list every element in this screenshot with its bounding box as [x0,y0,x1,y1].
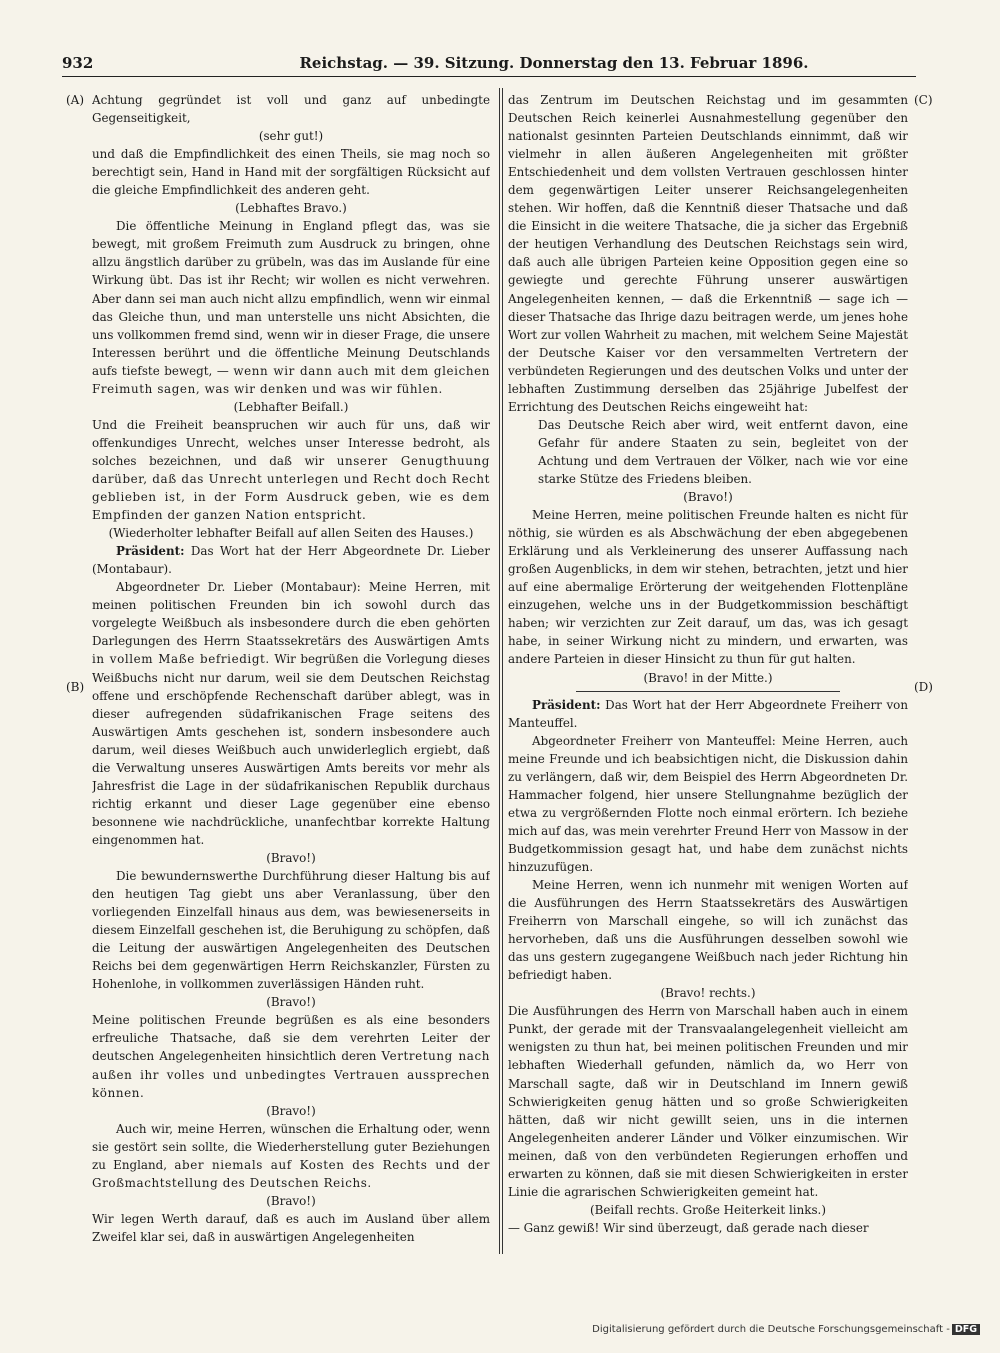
paragraph: Meine Herren, wenn ich nunmehr mit wenigen Worten auf die Ausführungen des Herrn Staatssekretärs des Auswärtigen Freiherrn von Marschall eingehe, so will ich zunächst das hervorheben, daß uns die Ausführungen desselben sowohl wie das uns gestern zugegangene Weißbuch nach jeder Richtung hin befriedigt haben. [508,878,908,983]
text-run: Meine politischen Freunde begrüßen es als eine besonders erfreuliche Thatsache, daß sie dem verehrten Leiter der deutschen Angelegenheiten hinsichtlich deren [92,1013,490,1064]
spaced-text: Vertretung nach außen ihr volles und unbedingtes Vertrauen aussprechen können. [92,1049,490,1100]
margin-marker-a: (A) [66,93,85,107]
spaced-text: unserer Genugthuung darüber, daß das Unrecht unterlegen und Recht doch Recht geblieben ist, in der Form Ausdruck geben, wie es dem Empfinden der ganzen Nation entspricht. [92,453,490,523]
paragraph: Die Ausführungen des Herrn von Marschall haben auch in einem Punkt, der gerade mit der Transvaalangelegenheit vielleicht am wenigsten zu thun hat, bei meinen politischen Freunden und mir lebhaften Wiederhall gefunden, nämlich da, wo Herr von Marschall sagte, daß wir in Deutschland im Innern gewiß Schwierigkeiten genug hätten und so große Schwierigkeiten hätten, daß wir nicht gewillt seien, uns in die internen Angelegenheiten anderer Länder und Völker einzumischen. Wir meinen, daß von den verbündeten Regierungen erhoffen und erwarten zu können, daß sie mit diesen Schwierigkeiten in erster Linie die agrarischen Schwierigkeiten gemeint hat. [508,1004,908,1199]
paragraph: Achtung gegründet ist voll und ganz auf unbedingte Gegenseitigkeit, [92,93,490,126]
speaker-label: Präsident: [116,544,185,559]
paragraph [92,416,490,524]
section-divider [576,691,840,692]
paragraph [92,1120,490,1192]
reaction: (Wiederholter lebhafter Beifall auf allen Seiten des Hauses.) [108,526,474,541]
credit-text: Digitalisierung gefördert durch die Deutsche Forschungsgemeinschaft - [592,1324,950,1335]
paragraph: das Zentrum im Deutschen Reichstag und im gesammten Deutschen Reich keinerlei Ausnahmestellung gegenüber den nationalst gesinnten Parteien Deutschlands einnimmt, daß wir vielmehr in allen äußeren Angelegenheiten mit größter Entschiedenheit und dem vollsten Vertrauen geschlossen hinter dem gegenwärtigen Leiter unserer Reichsangelegenheiten stehen. Wir hoffen, daß die Kenntniß dieser Thatsache und daß die Einsicht in die weitere Thatsache, die ja sicher das Ergebniß der heutigen Verhandlung des Deutschen Reichstags sein wird, daß auch alle übrigen Parteien keine Opposition gegen eine so gewiegte und gerechte Führung unserer auswärtigen Angelegenheiten kennen, — daß die Erkenntniß — sage ich — dieser Thatsache das Ihrige dazu beitragen werde, um jenes hohe Wort zur vollen Wahrheit zu machen, mit welchem Seine Majestät der Deutsche Kaiser vor den versammelten Vertretern der verbündeten Regierungen und des deutschen Volks und unter der lebhaften Zustimmung derselben das 25jährige Jubelfest der Errichtung des Deutschen Reichs eingeweiht hat: [508,93,908,414]
reaction: (Bravo!) [683,490,733,505]
speaker-label: Präsident: [532,697,601,712]
reaction: (Bravo!) [266,1103,316,1118]
column-rule [502,88,503,1254]
margin-marker-c: (C) [914,93,933,107]
running-header [62,54,916,77]
paragraph [92,578,490,849]
paragraph: Wir legen Werth darauf, daß es auch im Ausland über allem Zweifel klar sei, daß in auswärtigen Angelegenheiten [92,1211,490,1244]
digitization-credit [592,1324,980,1335]
page-number: 932 [62,54,94,72]
paragraph: Meine Herren, meine politischen Freunde halten es nicht für nöthig, sie würden es als Abschwächung der eben abgegebenen Erklärung und als Verkleinerung des unserer Auffassung nach großen Augenblicks, in dem wir stehen, betrachten, jetzt und hier auf eine abermalige Erörterung der weitgehenden Flottenpläne einzugehen, welche uns in der Budgetkommission beschäftigt haben; wir verzichten zur Zeit darauf, um das, was ich gesagt habe, in seiner Wirkung nicht zu mindern, und erwarten, was andere Parteien in dieser Hinsicht zu thun für gut halten. [508,508,908,667]
paragraph [92,1011,490,1101]
reaction: (Bravo!) [266,995,316,1010]
margin-marker-b: (B) [66,680,85,694]
right-column [508,91,908,1253]
speaker-label: Abgeordneter Freiherr von Manteuffel: [532,733,776,748]
paragraph [92,217,490,397]
reaction: (Bravo! in der Mitte.) [643,670,773,685]
spaced-text: aber niemals auf Kosten des Rechts und der Großmachtstellung des Deutschen Reichs. [92,1157,490,1190]
running-title: Reichstag. — 39. Sitzung. Donnerstag den 13. Februar 1896. [299,54,809,72]
column-rule [499,88,500,1254]
paragraph [508,696,908,732]
paragraph: und daß die Empfindlichkeit des einen Theils, sie mag noch so berechtigt sein, Hand in Hand mit der sorgfältigen Rücksicht auf die gleiche Empfindlichkeit des anderen geht. [92,147,490,198]
text-run: Meine Herren, auch meine Freunde und ich beabsichtigen nicht, die Diskussion dahin zu verlängern, daß wir, dem Beispiel des Herrn Abgeordneten Dr. Hammacher folgend, hier unsere Stellungnahme bezüglich der etwa zu vergrößernden Flotte noch einmal erörtern. Ich beziehe mich auf das, was mein verehrter Freund Herr von Massow in der Budgetkommission gesagt hat, und habe dem zunächst nichts hinzuzufügen. [508,733,908,874]
paragraph [508,732,908,876]
quotation: Das Deutsche Reich aber wird, weit entfernt davon, eine Gefahr für andere Staaten zu sein, begleitet von der Achtung und dem Vertrauen der Völker, nach wie vor eine starke Stütze des Friedens bleiben. [538,417,908,486]
dfg-logo: DFG [952,1324,980,1335]
margin-marker-d: (D) [914,680,933,694]
reaction: (Bravo!) [266,850,316,865]
text-run: Das Wort hat der Herr Abgeordnete Freiherr von Manteuffel. [508,697,908,730]
text-run: Die öffentliche Meinung in England pflegt das, was sie bewegt, mit großem Freimuth zum Ausdruck zu bringen, ohne allzu ängstlich darüber zu grübeln, was das im Auslande für eine Wirkung übt. Das ist ihr Recht; wir wollen es nicht verwehren. Aber dann sei man auch nicht allzu empfindlich, wenn wir einmal das Gleiche thun, und man unterstelle uns nicht Absichten, die uns vollkommen fremd sind, wenn wir in dieser Frage, die unsere Interessen berührt und die öffentliche Meinung Deutschlands aufs tiefste bewegt, — [92,219,490,378]
reaction: (Lebhaftes Bravo.) [235,201,347,216]
text-run: (Montabaur): Meine Herren, mit meinen politischen Freunden bin ich sowohl durch das vorgelegte Weißbuch als insbesondere durch die eben gehörten Darlegungen des Herrn Staatssekretärs des Auswärtigen [92,580,490,649]
speaker-label: Abgeordneter Dr. Lieber [116,580,273,595]
spaced-text: Amts in vollem Maße befriedigt. [92,634,490,667]
text-run: Und die Freiheit beanspruchen wir auch für uns, daß wir offenkundiges Unrecht, welches unser Interesse bedroht, als solches bezeichnen, und daß wir [92,417,490,468]
text-run: Auch wir, meine Herren, wünschen die Erhaltung oder, wenn sie gestört sein sollte, die Wiederherstellung guter Beziehungen zu England, [92,1121,490,1172]
paragraph: — Ganz gewiß! Wir sind überzeugt, daß gerade nach dieser [508,1220,869,1235]
reaction: (Beifall rechts. Große Heiterkeit links.) [590,1202,826,1217]
text-run: Wir begrüßen die Vorlegung dieses Weißbuchs nicht nur darum, weil sie dem Deutschen Reichstag offene und erschöpfende Rechenschaft darüber ablegt, was in dieser aufregenden südafrikanischen Frage seitens des Auswärtigen Amts geschehen ist, sondern insbesondere auch darum, weil dieses Weißbuch auch unwiderleglich ergiebt, daß die Verwaltung unseres Auswärtigen Amts bereits vor mehr als Jahresfrist die Lage in der südafrikanischen Republik durchaus richtig erkannt und dieser Lage gegenüber eine ebenso besonnene wie nachdrückliche, unanfechtbar korrekte Haltung eingenommen hat. [92,652,490,847]
text-run: Das Wort hat der Herr Abgeordnete Dr. Lieber (Montabaur). [92,544,490,577]
reaction: (sehr gut!) [258,129,324,144]
paragraph [92,542,490,578]
reaction: (Lebhafter Beifall.) [233,399,349,414]
reaction: (Bravo! rechts.) [660,986,756,1001]
spaced-text: wenn wir dann auch mit dem gleichen Freimuth sagen, was wir denken und was wir fühlen. [92,363,490,396]
left-column [92,91,490,1253]
reaction: (Bravo!) [266,1193,316,1208]
paragraph: Die bewundernswerthe Durchführung dieser Haltung bis auf den heutigen Tag giebt uns aber Veranlassung, über den vorliegenden Einzelfall hinaus aus dem, was bewiesenerseits in diesem Einzelfall geschehen ist, die Beruhigung zu schöpfen, daß die Leitung der auswärtigen Angelegenheiten des Deutschen Reichs bei dem gegenwärtigen Herrn Reichskanzler, Fürsten zu Hohenlohe, in vollkommen zuverlässigen Händen ruht. [92,869,490,992]
